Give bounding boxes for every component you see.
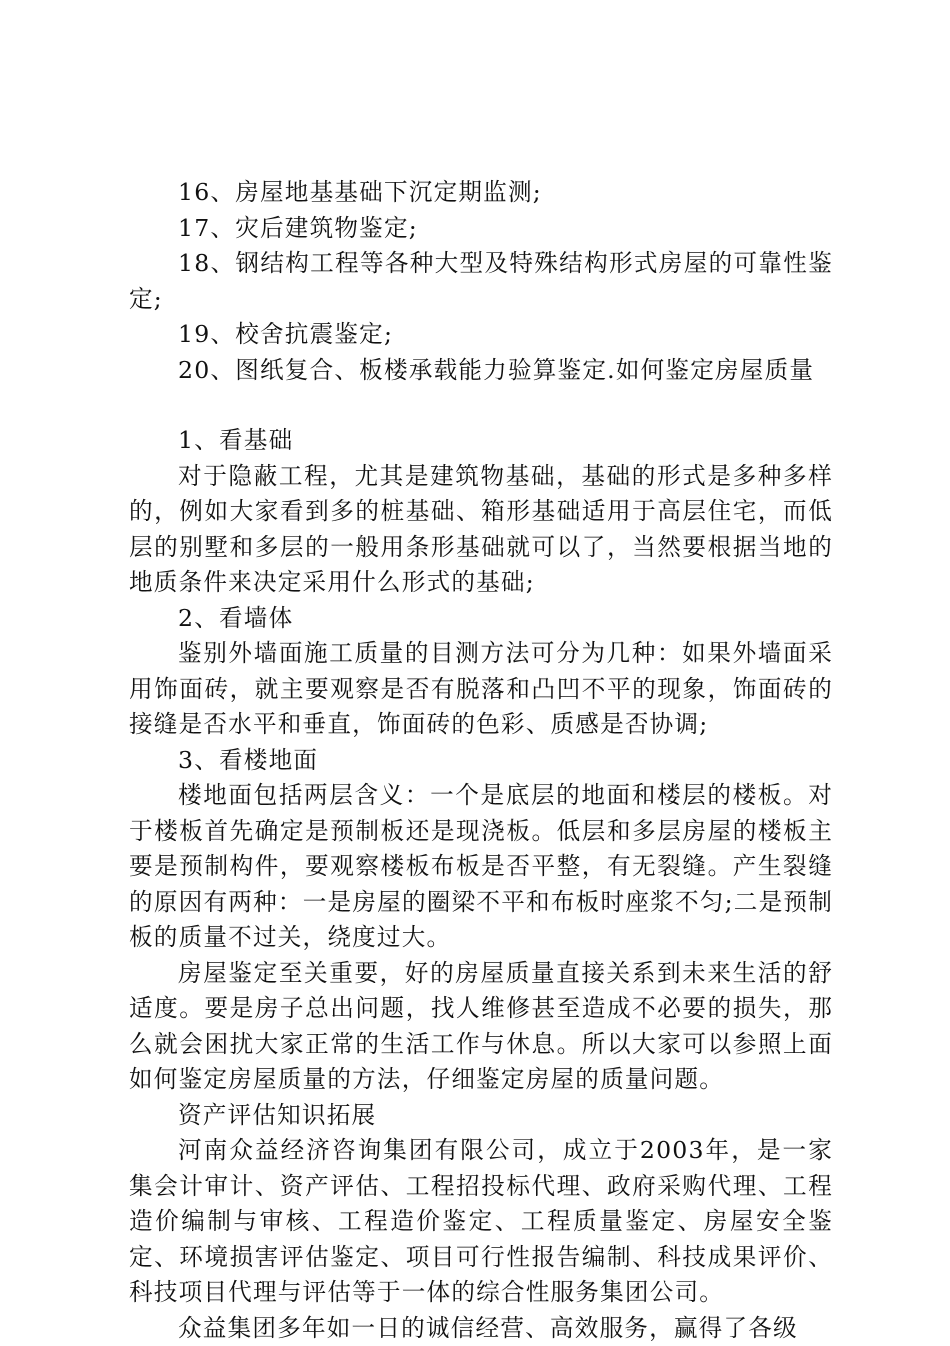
section-heading-extension: 资产评估知识拓展 <box>129 1098 833 1134</box>
section-heading-wall: 2、看墙体 <box>129 601 833 637</box>
paragraph-closing: 众益集团多年如一日的诚信经营、高效服务，赢得了各级 <box>129 1311 833 1346</box>
paragraph-item-18: 18、钢结构工程等各种大型及特殊结构形式房屋的可靠性鉴定; <box>129 246 833 317</box>
paragraph-foundation: 对于隐蔽工程，尤其是建筑物基础，基础的形式是多种多样的，例如大家看到多的桩基础、箱形基础适用于高层住宅，而低层的别墅和多层的一般用条形基础就可以了，当然要根据当地的地质条件来决定采用什么形式的基础; <box>129 459 833 601</box>
paragraph-wall: 鉴别外墙面施工质量的目测方法可分为几种：如果外墙面采用饰面砖，就主要观察是否有脱落和凸凹不平的现象，饰面砖的接缝是否水平和垂直，饰面砖的色彩、质感是否协调; <box>129 636 833 743</box>
paragraph-item-17: 17、灾后建筑物鉴定; <box>129 211 833 247</box>
paragraph-item-16: 16、房屋地基基础下沉定期监测; <box>129 175 833 211</box>
paragraph-summary: 房屋鉴定至关重要，好的房屋质量直接关系到未来生活的舒适度。要是房子总出问题，找人维修甚至造成不必要的损失，那么就会困扰大家正常的生活工作与休息。所以大家可以参照上面如何鉴定房屋质量的方法，仔细鉴定房屋的质量问题。 <box>129 956 833 1098</box>
document-page <box>129 175 833 1346</box>
paragraph-company: 河南众益经济咨询集团有限公司，成立于2003年，是一家集会计审计、资产评估、工程招投标代理、政府采购代理、工程造价编制与审核、工程造价鉴定、工程质量鉴定、房屋安全鉴定、环境损害评估鉴定、项目可行性报告编制、科技成果评价、科技项目代理与评估等于一体的综合性服务集团公司。 <box>129 1133 833 1311</box>
paragraph-item-19: 19、校舍抗震鉴定; <box>129 317 833 353</box>
paragraph-floor: 楼地面包括两层含义：一个是底层的地面和楼层的楼板。对于楼板首先确定是预制板还是现浇板。低层和多层房屋的楼板主要是预制构件，要观察楼板布板是否平整，有无裂缝。产生裂缝的原因有两种：一是房屋的圈梁不平和布板时座浆不匀;二是预制板的质量不过关，绕度过大。 <box>129 778 833 956</box>
section-heading-foundation: 1、看基础 <box>129 423 833 459</box>
paragraph-item-20: 20、图纸复合、板楼承载能力验算鉴定.如何鉴定房屋质量 <box>129 353 833 389</box>
section-heading-floor: 3、看楼地面 <box>129 743 833 779</box>
spacer <box>129 388 833 423</box>
